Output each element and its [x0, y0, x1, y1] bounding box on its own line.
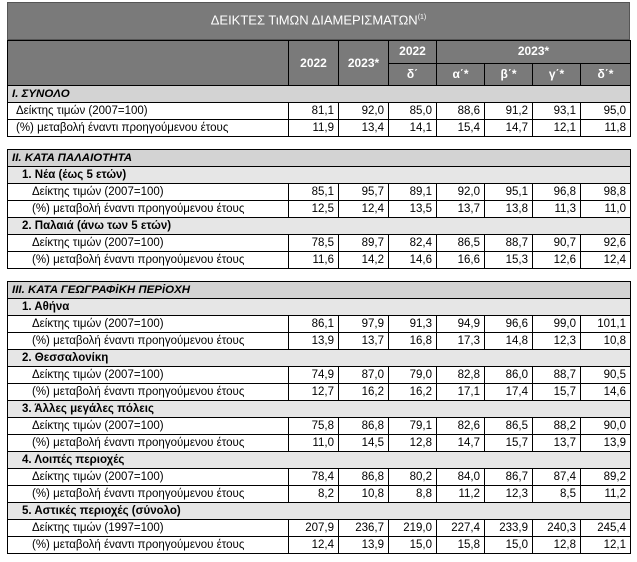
value-cell: 219,0	[389, 520, 437, 537]
value-cell: 245,4	[581, 520, 631, 537]
header-quarter-year-2022: 2022	[389, 41, 437, 64]
section-title: ΙΙΙ. ΚΑΤΑ ΓΕΩΓΡΑΦiΚΗ ΠΕΡiΟΧΗ	[8, 282, 631, 299]
value-cell: 14,2	[339, 252, 389, 269]
value-cell: 13,9	[581, 435, 631, 452]
table-row	[8, 469, 631, 486]
value-cell: 240,3	[533, 520, 581, 537]
value-cell: 82,6	[437, 418, 485, 435]
value-cell: 101,1	[581, 316, 631, 333]
price-index-table	[7, 40, 631, 554]
table-title: ΔΕΙΚΤΕΣ ΤιΜΩΝ ΔΙΑΜΕΡΙΣΜΑΤΩΝ	[210, 12, 418, 28]
value-cell: 89,2	[581, 469, 631, 486]
group-title: 3. Άλλες μεγάλες πόλεις	[22, 402, 154, 415]
value-cell: 92,0	[437, 184, 485, 201]
section-spacer-row	[8, 269, 631, 282]
value-cell: 89,1	[389, 184, 437, 201]
value-cell: 86,0	[485, 367, 533, 384]
group-title: 2. Παλαιά (άνω των 5 ετών)	[22, 219, 172, 232]
group-header-cell	[8, 299, 631, 316]
value-cell: 13,5	[389, 201, 437, 218]
value-cell: 15,0	[389, 537, 437, 554]
value-cell: 92,0	[339, 103, 389, 120]
value-cell: 17,4	[485, 384, 533, 401]
value-cell: 15,4	[437, 120, 485, 137]
value-cell: 13,9	[339, 537, 389, 554]
value-cell: 92,6	[581, 235, 631, 252]
header-year-2023: 2023*	[339, 41, 389, 86]
value-cell: 10,8	[339, 486, 389, 503]
value-cell: 207,9	[289, 520, 339, 537]
value-cell: 227,4	[437, 520, 485, 537]
value-cell: 16,8	[389, 333, 437, 350]
value-cell: 90,5	[581, 367, 631, 384]
value-cell: 8,8	[389, 486, 437, 503]
value-cell: 12,4	[339, 201, 389, 218]
value-cell: 86,5	[485, 418, 533, 435]
header-quarter-label: δ΄	[389, 63, 437, 86]
row-label: (%) μεταβολή έναντι προηγούμενου έτους	[8, 252, 289, 269]
value-cell: 11,0	[289, 435, 339, 452]
group-header-cell	[8, 350, 631, 367]
value-cell: 98,8	[581, 184, 631, 201]
spacer-cell	[8, 137, 631, 150]
value-cell: 15,3	[485, 252, 533, 269]
value-cell: 88,2	[533, 418, 581, 435]
value-cell: 88,7	[533, 367, 581, 384]
value-cell: 88,6	[437, 103, 485, 120]
group-header-cell	[8, 218, 631, 235]
row-label: (%) μεταβολή έναντι προηγούμενου έτους	[8, 120, 289, 137]
section-header-row	[8, 86, 631, 103]
value-cell: 8,5	[533, 486, 581, 503]
value-cell: 78,4	[289, 469, 339, 486]
header-quarter-label: β΄*	[485, 63, 533, 86]
value-cell: 12,4	[581, 252, 631, 269]
value-cell: 82,4	[389, 235, 437, 252]
row-label: Δείκτης τιμών (1997=100)	[8, 520, 289, 537]
value-cell: 11,8	[581, 120, 631, 137]
value-cell: 86,8	[339, 469, 389, 486]
value-cell: 95,7	[339, 184, 389, 201]
value-cell: 11,2	[437, 486, 485, 503]
table-row	[8, 316, 631, 333]
value-cell: 85,0	[389, 103, 437, 120]
value-cell: 14,6	[389, 252, 437, 269]
value-cell: 86,8	[339, 418, 389, 435]
value-cell: 17,3	[437, 333, 485, 350]
section-spacer-row	[8, 137, 631, 150]
value-cell: 14,7	[485, 120, 533, 137]
value-cell: 81,1	[289, 103, 339, 120]
group-header-cell	[8, 401, 631, 418]
table-row	[8, 486, 631, 503]
value-cell: 74,9	[289, 367, 339, 384]
value-cell: 85,1	[289, 184, 339, 201]
group-header-row	[8, 218, 631, 235]
value-cell: 99,0	[533, 316, 581, 333]
group-title: 5. Αστικές περιοχές (σύνολο)	[22, 504, 181, 517]
group-header-row	[8, 503, 631, 520]
value-cell: 11,3	[533, 201, 581, 218]
section-title: Ι. ΣΥΝΟΛΟ	[8, 86, 631, 103]
row-label: Δείκτης τιμών (2007=100)	[8, 469, 289, 486]
row-label: Δείκτης τιμών (2007=100)	[8, 184, 289, 201]
header-label-cell	[8, 41, 289, 86]
value-cell: 87,4	[533, 469, 581, 486]
value-cell: 78,5	[289, 235, 339, 252]
value-cell: 16,6	[437, 252, 485, 269]
value-cell: 75,8	[289, 418, 339, 435]
row-label: (%) μεταβολή έναντι προηγούμενου έτους	[8, 333, 289, 350]
value-cell: 89,7	[339, 235, 389, 252]
value-cell: 15,8	[437, 537, 485, 554]
value-cell: 13,7	[339, 333, 389, 350]
value-cell: 91,2	[485, 103, 533, 120]
value-cell: 96,6	[485, 316, 533, 333]
group-header-row	[8, 452, 631, 469]
group-title: 4. Λοιπές περιοχές	[22, 453, 125, 466]
header-quarter-year-2023: 2023*	[437, 41, 631, 64]
table-row	[8, 333, 631, 350]
table-title-bar	[7, 2, 630, 40]
group-header-cell	[8, 452, 631, 469]
value-cell: 12,4	[289, 537, 339, 554]
group-header-row	[8, 167, 631, 184]
section-header-row	[8, 150, 631, 167]
value-cell: 90,7	[533, 235, 581, 252]
value-cell: 13,7	[533, 435, 581, 452]
value-cell: 13,7	[437, 201, 485, 218]
table-row	[8, 537, 631, 554]
header-quarter-label: δ΄*	[581, 63, 631, 86]
value-cell: 14,1	[389, 120, 437, 137]
value-cell: 80,2	[389, 469, 437, 486]
table-row	[8, 520, 631, 537]
value-cell: 82,8	[437, 367, 485, 384]
row-label: (%) μεταβολή έναντι προηγούμενου έτους	[8, 486, 289, 503]
value-cell: 15,7	[533, 384, 581, 401]
value-cell: 12,8	[533, 537, 581, 554]
value-cell: 13,9	[289, 333, 339, 350]
value-cell: 86,5	[437, 235, 485, 252]
value-cell: 96,8	[533, 184, 581, 201]
value-cell: 17,1	[437, 384, 485, 401]
value-cell: 14,6	[581, 384, 631, 401]
table-row	[8, 435, 631, 452]
value-cell: 11,2	[581, 486, 631, 503]
row-label: Δείκτης τιμών (2007=100)	[8, 418, 289, 435]
row-label: Δείκτης τιμών (2007=100)	[8, 316, 289, 333]
value-cell: 16,2	[389, 384, 437, 401]
value-cell: 236,7	[339, 520, 389, 537]
table-row	[8, 367, 631, 384]
value-cell: 86,1	[289, 316, 339, 333]
group-header-row	[8, 401, 631, 418]
value-cell: 14,8	[485, 333, 533, 350]
value-cell: 233,9	[485, 520, 533, 537]
value-cell: 90,0	[581, 418, 631, 435]
value-cell: 86,7	[485, 469, 533, 486]
group-header-row	[8, 299, 631, 316]
value-cell: 13,8	[485, 201, 533, 218]
value-cell: 12,5	[289, 201, 339, 218]
value-cell: 79,0	[389, 367, 437, 384]
row-label: (%) μεταβολή έναντι προηγούμενου έτους	[8, 537, 289, 554]
table-row	[8, 418, 631, 435]
table-row	[8, 184, 631, 201]
table-row	[8, 120, 631, 137]
value-cell: 15,7	[485, 435, 533, 452]
group-header-cell	[8, 503, 631, 520]
value-cell: 11,0	[581, 201, 631, 218]
row-label: Δείκτης τιμών (2007=100)	[8, 235, 289, 252]
row-label: (%) μεταβολή έναντι προηγούμενου έτους	[8, 435, 289, 452]
value-cell: 93,1	[533, 103, 581, 120]
value-cell: 12,6	[533, 252, 581, 269]
value-cell: 12,1	[533, 120, 581, 137]
value-cell: 14,5	[339, 435, 389, 452]
table-row	[8, 201, 631, 218]
group-title: 1. Νέα (έως 5 ετών)	[22, 168, 127, 181]
section-title: ΙΙ. ΚΑΤΑ ΠΑΛΑΙΟΤΗΤΑ	[8, 150, 631, 167]
spacer-cell	[8, 269, 631, 282]
value-cell: 87,0	[339, 367, 389, 384]
table-row	[8, 103, 631, 120]
header-quarter-label: α΄*	[437, 63, 485, 86]
value-cell: 12,3	[485, 486, 533, 503]
value-cell: 12,8	[389, 435, 437, 452]
value-cell: 11,9	[289, 120, 339, 137]
value-cell: 88,7	[485, 235, 533, 252]
value-cell: 12,1	[581, 537, 631, 554]
price-index-document	[7, 2, 630, 554]
value-cell: 84,0	[437, 469, 485, 486]
group-title: 2. Θεσσαλονίκη	[22, 351, 109, 364]
group-header-cell	[8, 167, 631, 184]
value-cell: 10,8	[581, 333, 631, 350]
value-cell: 97,9	[339, 316, 389, 333]
value-cell: 11,6	[289, 252, 339, 269]
value-cell: 15,0	[485, 537, 533, 554]
value-cell: 94,9	[437, 316, 485, 333]
row-label: (%) μεταβολή έναντι προηγούμενου έτους	[8, 201, 289, 218]
group-header-row	[8, 350, 631, 367]
row-label: Δείκτης τιμών (2007=100)	[8, 367, 289, 384]
row-label: Δείκτης τιμών (2007=100)	[8, 103, 289, 120]
value-cell: 14,7	[437, 435, 485, 452]
value-cell: 8,2	[289, 486, 339, 503]
group-title: 1. Αθήνα	[22, 300, 70, 313]
table-row	[8, 235, 631, 252]
table-row	[8, 384, 631, 401]
row-label: (%) μεταβολή έναντι προηγούμενου έτους	[8, 384, 289, 401]
value-cell: 12,7	[289, 384, 339, 401]
table-body	[8, 86, 631, 554]
header-year-2022: 2022	[289, 41, 339, 86]
value-cell: 95,1	[485, 184, 533, 201]
table-row	[8, 252, 631, 269]
value-cell: 79,1	[389, 418, 437, 435]
section-header-row	[8, 282, 631, 299]
value-cell: 16,2	[339, 384, 389, 401]
value-cell: 91,3	[389, 316, 437, 333]
table-header	[8, 41, 631, 86]
title-footnote-marker: (1)	[417, 14, 427, 21]
value-cell: 12,3	[533, 333, 581, 350]
value-cell: 95,0	[581, 103, 631, 120]
value-cell: 13,4	[339, 120, 389, 137]
header-quarter-label: γ΄*	[533, 63, 581, 86]
